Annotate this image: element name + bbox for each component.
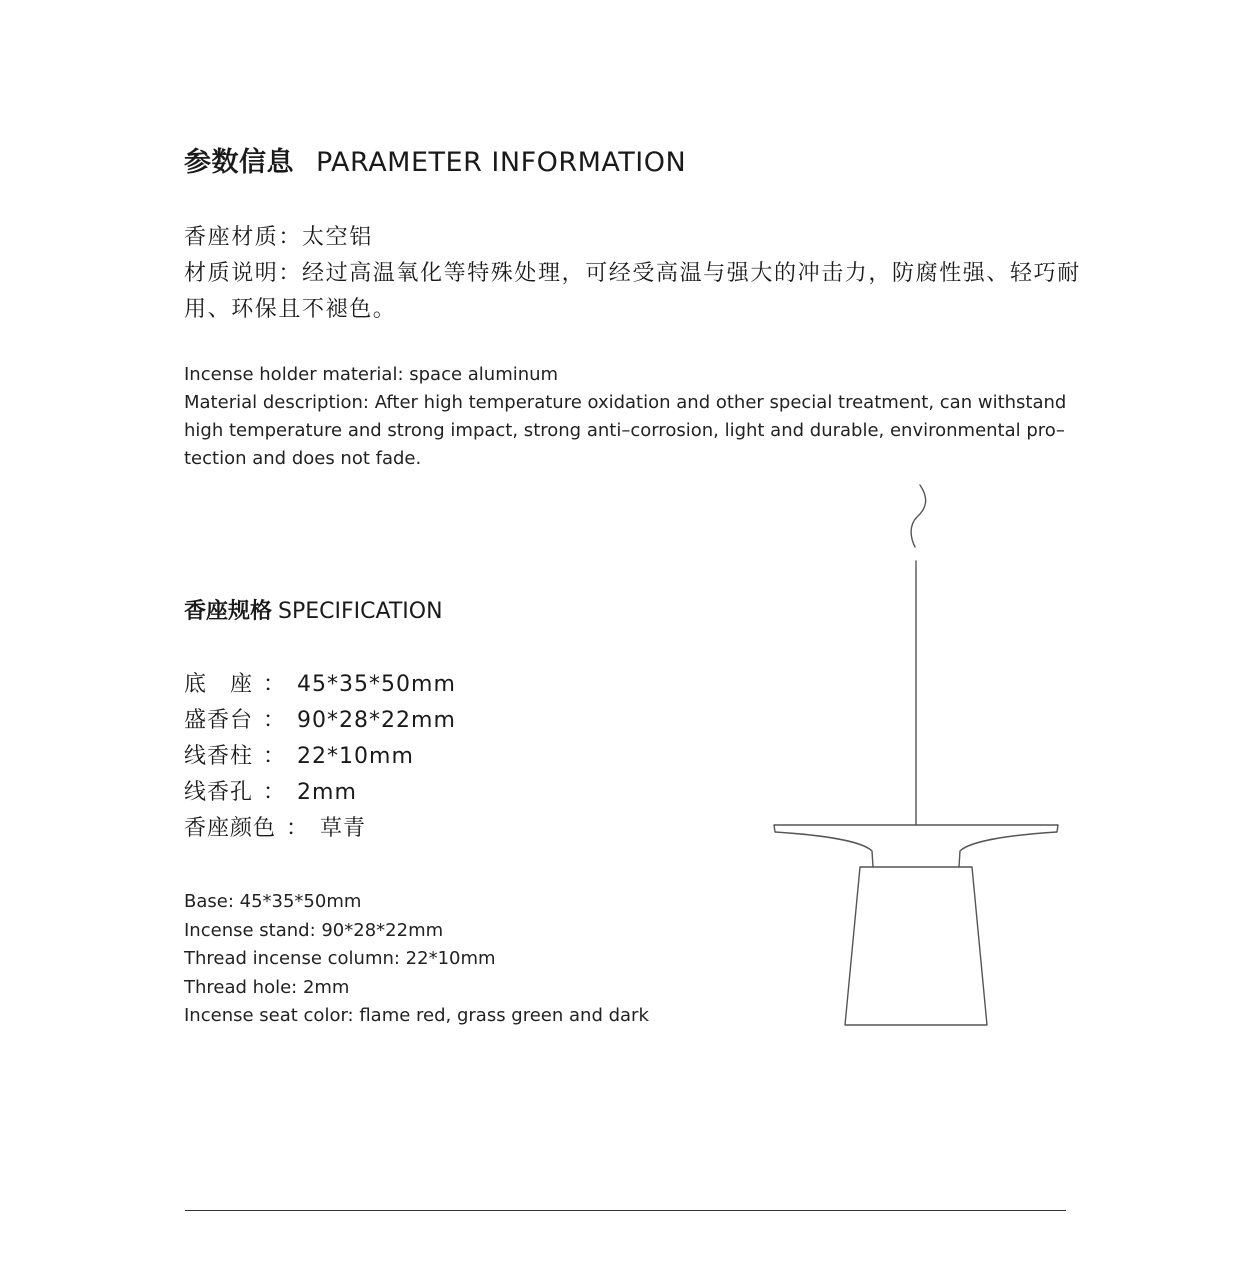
incense-base-icon xyxy=(845,867,987,1025)
spec-row-hole xyxy=(184,775,456,811)
material-cn-block xyxy=(184,220,1084,328)
parameter-heading-en: PARAMETER INFORMATION xyxy=(316,147,687,178)
spec-row-column xyxy=(184,739,456,775)
spec-value: 草青 xyxy=(320,816,367,841)
spec-label: 线香柱 xyxy=(184,744,254,769)
material-cn-line: 香座材质：太空铝 xyxy=(184,225,373,250)
spec-value: 2mm xyxy=(297,780,357,805)
spec-en-line-hole: Thread hole: 2mm xyxy=(184,976,350,998)
parameter-heading-cn: 参数信息 xyxy=(184,147,294,178)
spec-en-line-column: Thread incense column: 22*10mm xyxy=(184,948,496,969)
spec-value: 90*28*22mm xyxy=(297,708,456,733)
bottom-divider xyxy=(185,1210,1066,1211)
specification-heading-en: SPECIFICATION xyxy=(278,599,443,624)
spec-separator: ： xyxy=(286,816,309,841)
spec-separator: ： xyxy=(263,672,286,697)
material-description-en-line: Material description: After high temperature oxidation and other special treatment, can withstand high temperature and strong impact, strong anti–corrosion, light and durable, environmental pro–tection and does not fade. xyxy=(184,392,1067,469)
specification-heading-cn: 香座规格 xyxy=(184,599,273,624)
spec-row-color xyxy=(184,811,456,847)
specification-heading xyxy=(184,596,443,628)
spec-en-line-stand: Incense stand: 90*28*22mm xyxy=(184,919,444,941)
spec-label: 底 座 xyxy=(184,672,254,697)
spec-value: 22*10mm xyxy=(297,744,414,769)
smoke-wisp-icon xyxy=(911,485,926,547)
material-description-cn-line: 材质说明：经过高温氧化等特殊处理，可经受高温与强大的冲击力，防腐性强、轻巧耐用、环保且不褪色。 xyxy=(184,261,1081,322)
spec-row-base xyxy=(184,667,456,703)
material-en-line: Incense holder material: space aluminum xyxy=(184,364,559,385)
material-en-block xyxy=(184,361,1069,473)
spec-en-line-base: Base: 45*35*50mm xyxy=(184,891,362,912)
parameter-heading xyxy=(184,145,686,181)
spec-label: 香座颜色 xyxy=(184,816,277,841)
spec-label: 线香孔 xyxy=(184,780,254,805)
spec-row-stand xyxy=(184,703,456,739)
spec-label: 盛香台 xyxy=(184,708,254,733)
spec-value: 45*35*50mm xyxy=(297,672,456,697)
spec-separator: ： xyxy=(263,708,286,733)
spec-cn-list xyxy=(184,667,456,847)
spec-en-line-color: Incense seat color: flame red, grass green and dark xyxy=(184,1005,649,1026)
spec-separator: ： xyxy=(263,744,286,769)
incense-tray-icon xyxy=(774,825,1058,867)
spec-separator: ： xyxy=(263,780,286,805)
spec-en-list xyxy=(184,888,649,1031)
incense-holder-line-drawing-icon xyxy=(760,475,1070,1035)
